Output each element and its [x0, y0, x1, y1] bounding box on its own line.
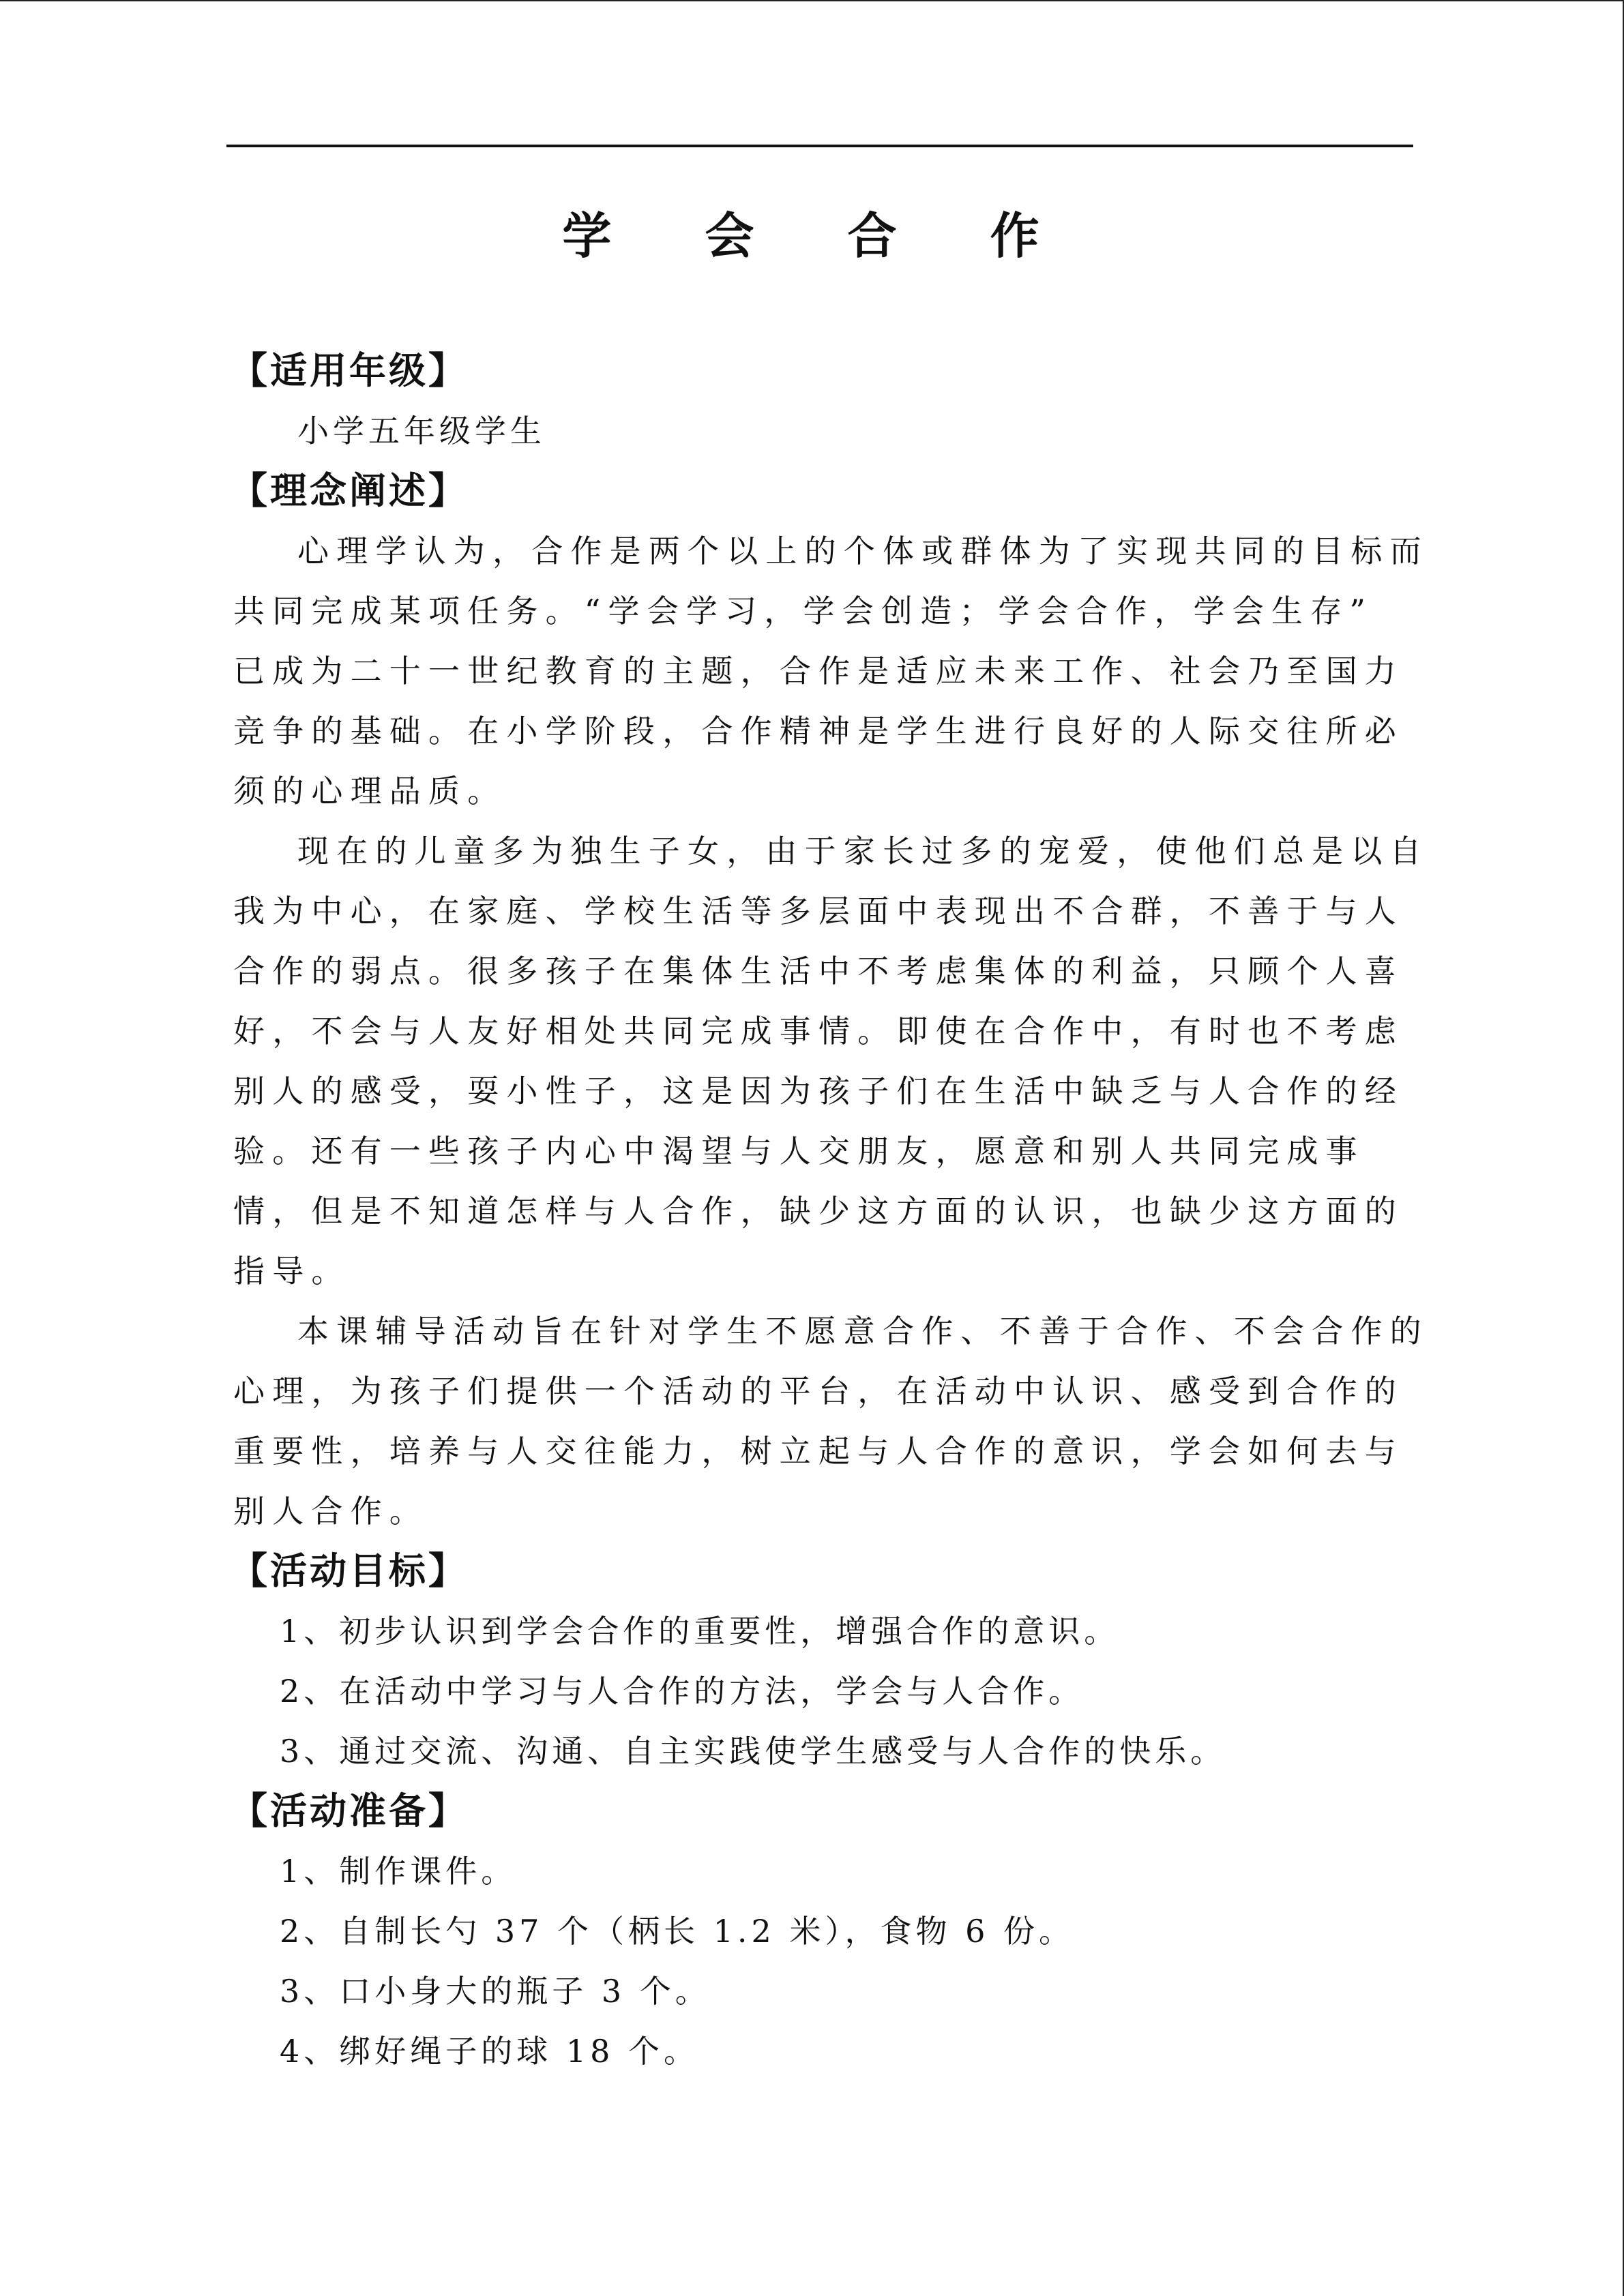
list-item: 1、制作课件。: [280, 1853, 517, 1890]
body-line: 须的心理品质。: [233, 773, 507, 809]
body-line: 重要性，培养与人交往能力，树立起与人合作的意识，学会如何去与: [233, 1433, 1404, 1470]
body-line: 指导。: [233, 1253, 351, 1289]
list-item: 4、绑好绳子的球 18 个。: [280, 2033, 700, 2070]
body-line: 现在的儿童多为独生子女，由于家长过多的宠爱，使他们总是以自: [297, 833, 1429, 869]
section-heading-rationale: 【理念阐述】: [231, 469, 468, 512]
body-line: 别人的感受，耍小性子，这是因为孩子们在生活中缺乏与人合作的经: [233, 1073, 1404, 1109]
list-item: 3、口小身大的瓶子 3 个。: [280, 1973, 711, 2010]
body-line: 别人合作。: [233, 1493, 428, 1530]
body-line: 竞争的基础。在小学阶段，合作精神是学生进行良好的人际交往所必: [233, 713, 1404, 749]
body-line: 好，不会与人友好相处共同完成事情。即使在合作中，有时也不考虑: [233, 1013, 1404, 1049]
section-heading-objectives: 【活动目标】: [231, 1549, 468, 1592]
body-line: 我为中心，在家庭、学校生活等多层面中表现出不合群，不善于与人: [233, 893, 1404, 929]
body-line: 已成为二十一世纪教育的主题，合作是适应未来工作、社会乃至国力: [233, 653, 1404, 689]
body-line: 共同完成某项任务。“学会学习，学会创造；学会合作，学会生存”: [233, 593, 1374, 629]
document-body: [231, 341, 1429, 2081]
body-line: 心理，为孩子们提供一个活动的平台，在活动中认识、感受到合作的: [233, 1373, 1404, 1410]
body-line: 本课辅导活动旨在针对学生不愿意合作、不善于合作、不会合作的: [297, 1313, 1429, 1350]
body-line: 小学五年级学生: [297, 413, 546, 449]
document-title: 学 会 合 作: [562, 207, 1078, 265]
body-line: 情，但是不知道怎样与人合作，缺少这方面的认识，也缺少这方面的: [233, 1193, 1404, 1229]
body-line: 合作的弱点。很多孩子在集体生活中不考虑集体的利益，只顾个人喜: [233, 953, 1404, 989]
list-item: 1、初步认识到学会合作的重要性，增强合作的意识。: [280, 1613, 1120, 1650]
section-heading-grade: 【适用年级】: [231, 349, 468, 392]
body-line: 心理学认为，合作是两个以上的个体或群体为了实现共同的目标而: [297, 533, 1429, 569]
section-heading-preparation: 【活动准备】: [231, 1789, 468, 1832]
list-item: 2、自制长勺 37 个（柄长 1.2 米），食物 6 份。: [280, 1913, 1074, 1950]
list-item: 3、通过交流、沟通、自主实践使学生感受与人合作的快乐。: [280, 1733, 1226, 1770]
list-item: 2、在活动中学习与人合作的方法，学会与人合作。: [280, 1673, 1084, 1710]
body-line: 验。还有一些孩子内心中渴望与人交朋友，愿意和别人共同完成事: [233, 1133, 1365, 1169]
header-rule: [226, 145, 1413, 147]
